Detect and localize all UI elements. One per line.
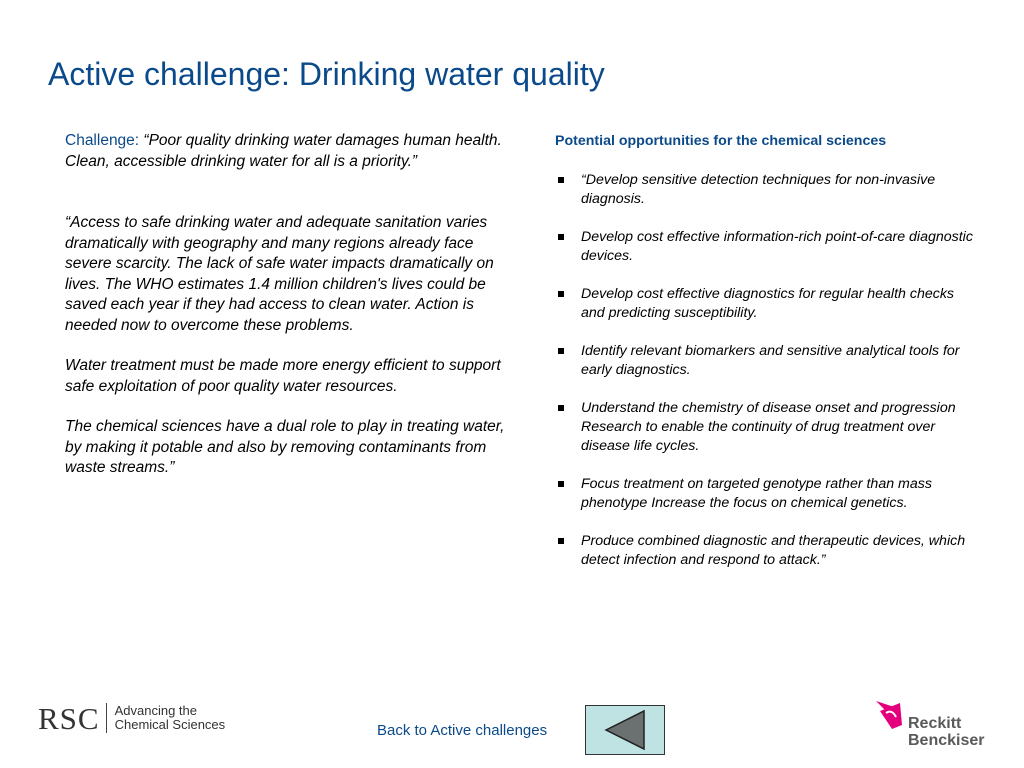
opportunity-item xyxy=(555,171,975,209)
back-button[interactable] xyxy=(585,705,665,755)
square-bullet-icon xyxy=(558,538,564,544)
rsc-tagline-line: Chemical Sciences xyxy=(114,717,226,732)
opportunity-item xyxy=(555,342,975,380)
opportunity-text: “Develop sensitive detection techniques for non-invasive diagnosis. xyxy=(581,172,936,207)
rb-swoosh-icon xyxy=(872,695,912,735)
opportunity-item xyxy=(555,228,975,266)
page-title: Active challenge: Drinking water quality xyxy=(48,56,605,92)
rsc-wordmark: RSC xyxy=(38,700,100,736)
left-triangle-icon xyxy=(586,706,664,754)
challenge-paragraph: “Access to safe drinking water and adequate sanitation varies dramatically with geography and many regions already face severe scarcity. The lack of safe water impacts dramatically on lives. The WHO estimates 1.4 million children's lives could be saved each year if they had access to clean water. Action is needed now to overcome these problems. xyxy=(65,214,494,334)
square-bullet-icon xyxy=(558,481,564,487)
opportunity-text: Develop cost effective information-rich point-of-care diagnostic devices. xyxy=(581,229,973,264)
opportunity-item xyxy=(555,532,975,570)
opportunity-text: Understand the chemistry of disease onset and progression Research to enable the continuity of drug treatment over disease life cycles. xyxy=(581,400,956,454)
reckitt-benckiser-logo xyxy=(870,695,995,755)
opportunities-column xyxy=(555,132,975,589)
rsc-tagline xyxy=(115,704,226,732)
challenge-quote: “Poor quality drinking water damages human health. Clean, accessible drinking water for all is a priority.” xyxy=(65,132,502,170)
opportunity-item xyxy=(555,399,975,456)
rb-wordmark xyxy=(908,715,985,749)
rsc-logo xyxy=(38,700,225,736)
opportunities-heading: Potential opportunities for the chemical sciences xyxy=(555,133,887,149)
opportunity-text: Produce combined diagnostic and therapeutic devices, which detect infection and respond to attack.” xyxy=(581,533,966,568)
square-bullet-icon xyxy=(558,234,564,240)
opportunity-text: Develop cost effective diagnostics for regular health checks and predicting susceptibility. xyxy=(581,286,955,321)
opportunity-text: Focus treatment on targeted genotype rather than mass phenotype Increase the focus on chemical genetics. xyxy=(581,476,932,511)
opportunity-item xyxy=(555,475,975,513)
rsc-tagline-line: Advancing the xyxy=(114,703,198,718)
challenge-label: Challenge: xyxy=(65,132,140,149)
rb-wordmark-line: Reckitt xyxy=(908,715,962,732)
challenge-paragraph: Water treatment must be made more energy efficient to support safe exploitation of poor quality water resources. xyxy=(65,357,501,395)
logo-divider xyxy=(106,703,107,733)
back-to-challenges-link[interactable]: Back to Active challenges xyxy=(377,722,548,739)
square-bullet-icon xyxy=(558,348,564,354)
square-bullet-icon xyxy=(558,177,564,183)
opportunity-text: Identify relevant biomarkers and sensitive analytical tools for early diagnostics. xyxy=(581,343,960,378)
opportunities-list xyxy=(555,171,975,570)
challenge-statement xyxy=(65,131,505,172)
rb-wordmark-line: Benckiser xyxy=(908,732,985,749)
challenge-column xyxy=(65,131,505,479)
opportunity-item xyxy=(555,285,975,323)
square-bullet-icon xyxy=(558,405,564,411)
challenge-paragraph: The chemical sciences have a dual role to play in treating water, by making it potable and also by removing contaminants from waste streams.” xyxy=(65,418,505,476)
square-bullet-icon xyxy=(558,291,564,297)
